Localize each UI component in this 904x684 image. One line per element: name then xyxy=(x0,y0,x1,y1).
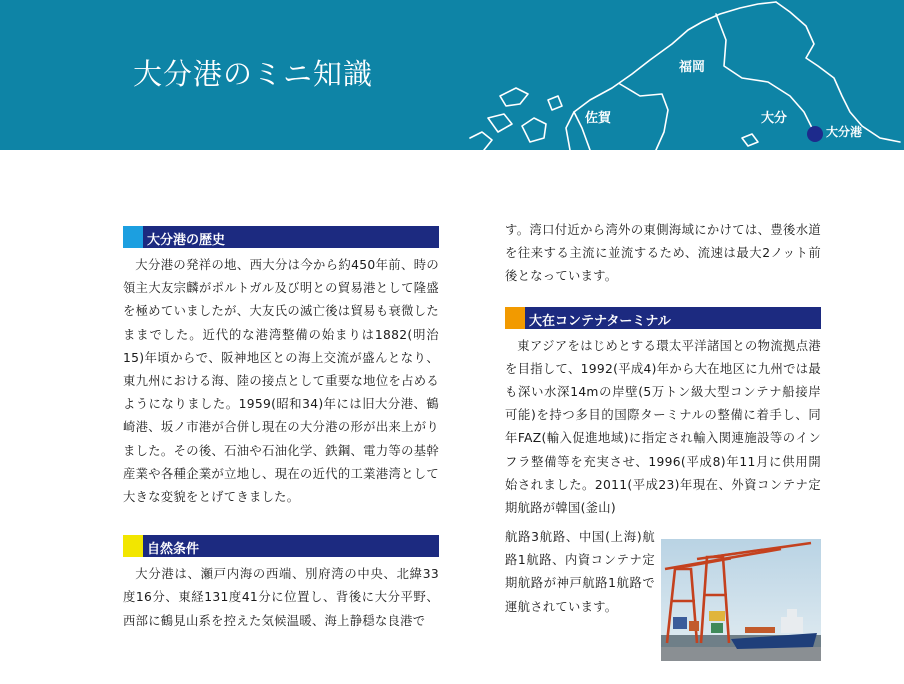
island-3 xyxy=(522,118,546,142)
section-title-nature: 自然条件 xyxy=(147,542,200,558)
section-marker-history xyxy=(123,226,143,248)
map-label-saga: 佐賀 xyxy=(585,111,612,126)
history-text: 大分港の発祥の地、西大分は今から約450年前、時の領主大友宗麟がポルトガル及び明との貿易港として隆盛を極めていましたが、大友氏の滅亡後は貿易も衰微したままでした。近代的な港湾整備の始まりは1882(明治15)年頃からで、阪神地区との海上交流が盛んとなり、東九州における海、陸の接点として重要な地位を占めるようになりました。1959(昭和34)年には旧大分港、鶴崎港、坂ノ市港が合併し現在の大分港の形が出来上がりました。その後、石油や石油化学、鉄鋼、電力等の基幹産業や各種企業が立地し、現在の近代的工業港湾として大きな変貌をとげてきました。 xyxy=(123,258,439,505)
island-6 xyxy=(742,134,758,146)
section-header-nature xyxy=(123,535,439,557)
kyushu-map xyxy=(0,0,904,150)
map-label-oita-port: 大分港 xyxy=(826,125,863,139)
island-2 xyxy=(488,114,512,132)
map-label-oita: 大分 xyxy=(761,111,788,126)
coastline-east xyxy=(776,2,900,142)
map-label-fukuoka: 福岡 xyxy=(679,60,706,75)
island-4 xyxy=(470,132,492,150)
section-marker-nature xyxy=(123,535,143,557)
coastline-north xyxy=(566,2,776,150)
island-5 xyxy=(548,96,562,110)
section-header-container xyxy=(505,307,821,329)
left-column xyxy=(123,226,439,633)
oita-port-dot xyxy=(807,126,823,142)
container-terminal-photo xyxy=(661,539,821,661)
section-header-history xyxy=(123,226,439,248)
nature-text-part1: 大分港は、瀬戸内海の西端、別府湾の中央、北緯33度16分、東経131度41分に位置し、背後に大分平野、西部に鶴見山系を控えた気候温暖、海上静穏な良港で xyxy=(123,567,439,628)
right-column xyxy=(505,219,821,520)
container-text: 東アジアをはじめとする環太平洋諸国との物流拠点港を目指して、1992(平成4)年から大在地区に九州では最も深い水深14mの岸壁(5万トン級大型コンテナ船接岸可能)を持つ多目的国際ターミナルの整備に着手し、同年FAZ(輸入促進地域)に指定され輸入関連施設等のインフラ整備等を充実させ、1996(平成8)年11月に供用開始されました。2011(平成23)年現在、外資コンテナ定期航路が韓国(釜山) xyxy=(505,338,821,516)
page-title: 大分港のミニ知識 xyxy=(133,57,374,91)
nature-text-part2: す。湾口付近から湾外の東側海域にかけては、豊後水道を往来する主流に並流するため、流速は最大2ノット前後となっています。 xyxy=(505,223,821,284)
header-banner xyxy=(0,0,904,150)
island-1 xyxy=(500,88,528,106)
border-fukuoka-saga xyxy=(620,84,668,150)
section-title-container: 大在コンテナターミナル xyxy=(529,313,671,329)
container-text-wrap: 航路3航路、中国(上海)航路1航路、内資コンテナ定期航路が神戸航路1航路で運航されています。 xyxy=(505,530,655,614)
section-title-history: 大分港の歴史 xyxy=(147,233,226,248)
section-marker-container xyxy=(505,307,525,329)
